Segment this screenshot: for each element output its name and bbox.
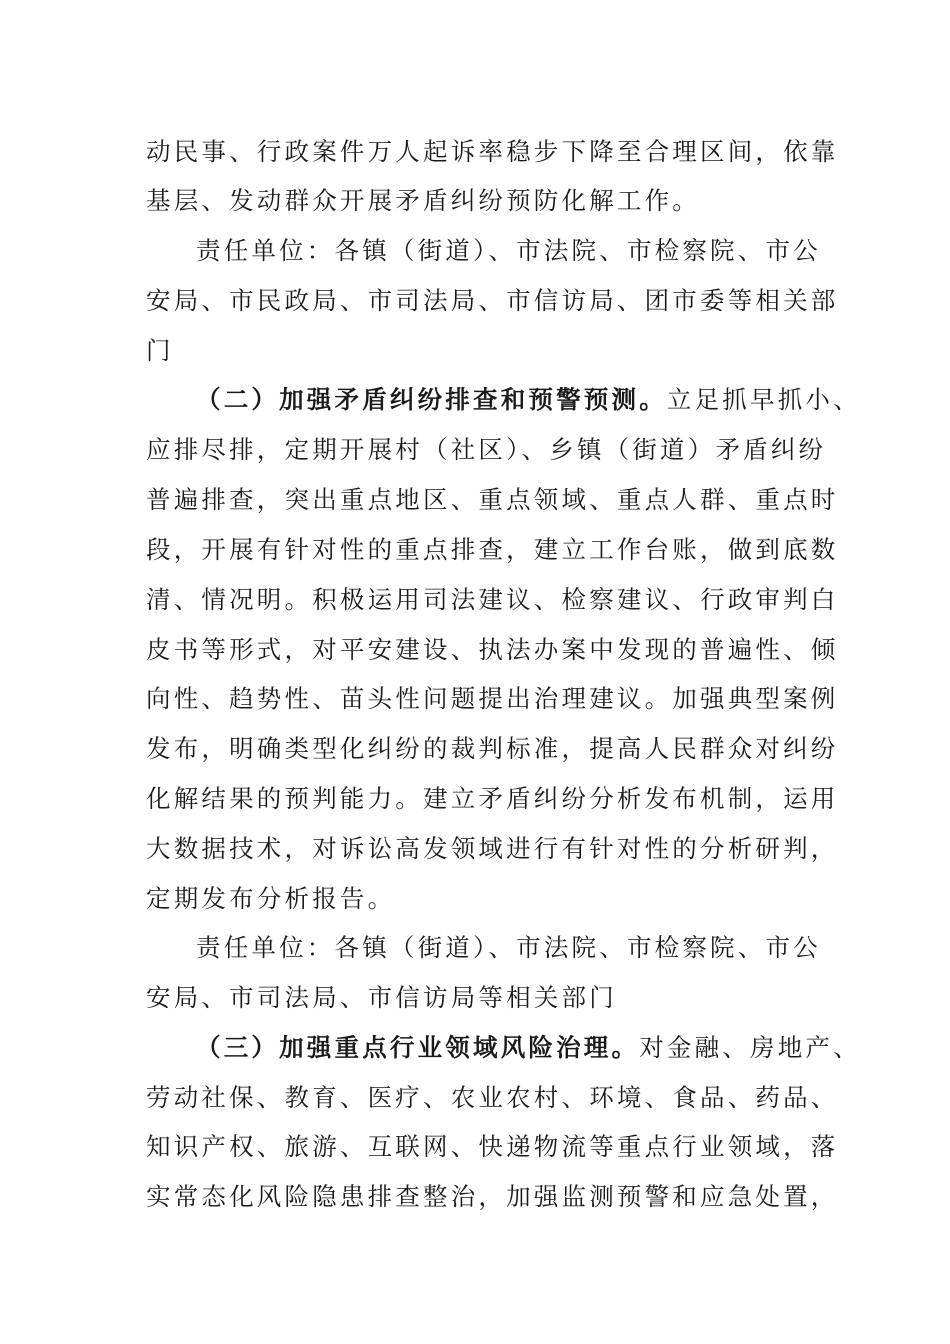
section-heading-3: （三）加强重点行业领域风险治理。: [196, 1033, 640, 1062]
section-heading-line: [196, 1032, 896, 1064]
paragraph-text: 对金融、房地产、: [639, 1033, 861, 1062]
responsibility-line: 责任单位：各镇（街道）、市法院、市检察院、市公: [196, 933, 821, 962]
section-heading-line: [196, 384, 896, 416]
responsibility-line: 安局、市民政局、市司法局、市信访局、团市委等相关部: [146, 286, 839, 315]
responsibility-line: 安局、市司法局、市信访局等相关部门: [146, 983, 617, 1012]
responsibility-line: 门: [146, 336, 174, 365]
responsibility-line: 责任单位：各镇（街道）、市法院、市检察院、市公: [196, 236, 821, 265]
paragraph-line: 实常态化风险隐患排查整治，加强监测预警和应急处置，: [146, 1182, 839, 1211]
section-heading-2: （二）加强矛盾纠纷排查和预警预测。: [196, 385, 667, 414]
paragraph-line: 定期发布分析报告。: [146, 884, 396, 913]
paragraph-line: 皮书等形式，对平安建设、执法办案中发现的普遍性、倾: [146, 635, 839, 664]
paragraph-line: 应排尽排，定期开展村（社区）、乡镇（街道）矛盾纠纷: [146, 435, 827, 464]
paragraph-line: 向性、趋势性、苗头性问题提出治理建议。加强典型案例: [146, 684, 839, 713]
paragraph-line: 化解结果的预判能力。建立矛盾纠纷分析发布机制，运用: [146, 784, 839, 813]
paragraph-line: 清、情况明。积极运用司法建议、检察建议、行政审判白: [146, 585, 839, 614]
paragraph-line: 基层、发动群众开展矛盾纠纷预防化解工作。: [146, 186, 700, 215]
paragraph-line: 普遍排查，突出重点地区、重点领域、重点人群、重点时: [146, 485, 839, 514]
paragraph-line: 发布，明确类型化纠纷的裁判标准，提高人民群众对纠纷: [146, 734, 839, 763]
paragraph-line: 大数据技术，对诉讼高发领域进行有针对性的分析研判，: [146, 834, 839, 863]
paragraph-text: 立足抓早抓小、: [666, 385, 861, 414]
paragraph-line: 动民事、行政案件万人起诉率稳步下降至合理区间，依靠: [146, 137, 839, 166]
paragraph-line: 劳动社保、教育、医疗、农业农村、环境、食品、药品、: [146, 1083, 839, 1112]
paragraph-line: 知识产权、旅游、互联网、快递物流等重点行业领域，落: [146, 1132, 839, 1161]
paragraph-line: 段，开展有针对性的重点排查，建立工作台账，做到底数: [146, 535, 839, 564]
